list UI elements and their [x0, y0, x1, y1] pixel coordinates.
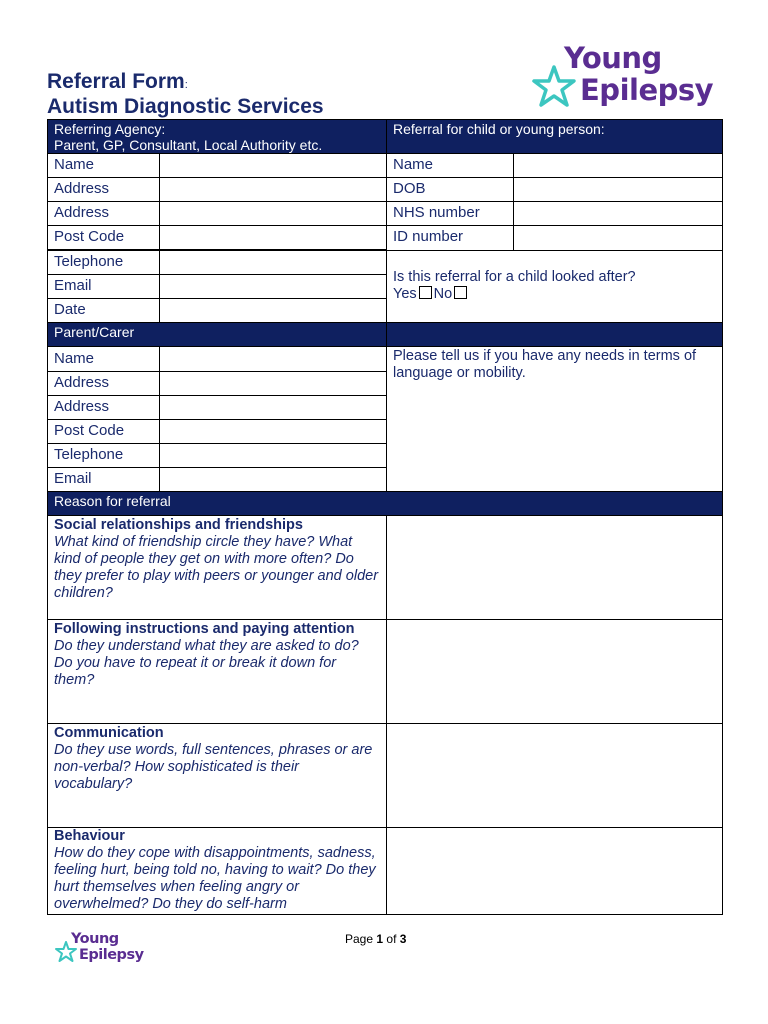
- reason-answer-field[interactable]: [386, 827, 723, 915]
- parent-email-label: [47, 467, 160, 492]
- logo-text-epilepsy: Epilepsy: [580, 73, 714, 107]
- child-nhs-label: [386, 201, 514, 226]
- parent-address-field[interactable]: [159, 371, 387, 396]
- child-name-label: [386, 153, 514, 178]
- title-main: Referral Form: [47, 70, 185, 93]
- looked-after-box: [386, 250, 723, 323]
- referrer-name-field[interactable]: [159, 153, 387, 178]
- parent-postcode-label: [47, 419, 160, 444]
- parent-address2-label: [47, 395, 160, 420]
- label-text: Email: [54, 277, 92, 294]
- referrer-email-label: [47, 274, 160, 299]
- needs-question: Please tell us if you have any needs in terms of language or mobility.: [393, 348, 697, 381]
- label-text: ID number: [393, 228, 464, 245]
- parent-name-label: [47, 346, 160, 372]
- young-epilepsy-logo: [530, 42, 720, 114]
- label-text: DOB: [393, 180, 426, 197]
- referrer-address-label: [47, 177, 160, 202]
- child-id-label: [386, 225, 514, 251]
- label-text: Telephone: [54, 446, 124, 463]
- referrer-email-field[interactable]: [159, 274, 387, 299]
- reason-item: [47, 723, 387, 828]
- reason-text: [48, 620, 386, 693]
- footer-logo-epilepsy: Epilepsy: [79, 947, 144, 963]
- parent-address-label: [47, 371, 160, 396]
- label-text: Address: [54, 204, 110, 221]
- title-colon: :: [184, 79, 188, 91]
- parent-name-field[interactable]: [159, 346, 387, 372]
- label-text: Post Code: [54, 228, 125, 245]
- needs-box[interactable]: [386, 346, 723, 492]
- parent-address2-field[interactable]: [159, 395, 387, 420]
- reason-header: [47, 491, 723, 516]
- reason-item-title: Social relationships and friendships: [54, 517, 303, 533]
- label-text: Name: [393, 156, 434, 173]
- page-title: [47, 70, 188, 97]
- looked-after-options: [387, 286, 722, 307]
- parent-telephone-field[interactable]: [159, 443, 387, 468]
- referring-agency-subtitle: Parent, GP, Consultant, Local Authority etc.: [54, 137, 323, 153]
- reason-text: [48, 516, 386, 606]
- reason-item-title: Behaviour: [54, 828, 125, 844]
- referrer-address2-label: [47, 201, 160, 226]
- page-current: 1: [376, 932, 384, 946]
- referrer-address-field[interactable]: [159, 177, 387, 202]
- reason-item-title: Following instructions and paying attention: [54, 621, 355, 637]
- reason-answer-field[interactable]: [386, 723, 723, 828]
- reason-item-title: Communication: [54, 725, 164, 741]
- footer-logo: [54, 930, 154, 966]
- referring-agency-title: Referring Agency:: [54, 121, 166, 137]
- parent-carer-title: Parent/Carer: [54, 324, 135, 340]
- parent-carer-header-right: [386, 322, 723, 347]
- label-text: Date: [54, 301, 86, 318]
- child-nhs-field[interactable]: [513, 201, 723, 226]
- label-text: Address: [54, 180, 110, 197]
- label-text: Address: [54, 398, 110, 415]
- child-name-field[interactable]: [513, 153, 723, 178]
- no-label: No: [433, 286, 453, 302]
- referrer-postcode-field[interactable]: [159, 225, 387, 250]
- yes-checkbox[interactable]: [419, 286, 432, 299]
- referrer-address2-field[interactable]: [159, 201, 387, 226]
- reason-answer-field[interactable]: [386, 619, 723, 724]
- reason-text: [48, 724, 386, 797]
- footer-logo-young: Young: [71, 931, 119, 947]
- referrer-name-label: [47, 153, 160, 178]
- reason-item-body: What kind of friendship circle they have? What kind of people they get on with more often? Do they prefer to play with peers or younger and older children?: [54, 534, 379, 601]
- label-text: Email: [54, 470, 92, 487]
- reason-item-body: Do they use words, full sentences, phrases or are non-verbal? How sophisticated is their vocabulary?: [54, 742, 373, 792]
- child-referral-header: [386, 119, 723, 154]
- page-of: of: [386, 932, 397, 946]
- parent-telephone-label: [47, 443, 160, 468]
- label-text: NHS number: [393, 204, 480, 221]
- parent-email-field[interactable]: [159, 467, 387, 492]
- child-dob-field[interactable]: [513, 177, 723, 202]
- child-id-field[interactable]: [513, 225, 723, 251]
- parent-postcode-field[interactable]: [159, 419, 387, 444]
- child-dob-label: [386, 177, 514, 202]
- page-word: Page: [345, 932, 374, 946]
- reason-title: Reason for referral: [54, 493, 171, 509]
- parent-carer-header: [47, 322, 387, 347]
- referrer-postcode-label: [47, 225, 160, 250]
- reason-answer-field[interactable]: [386, 515, 723, 620]
- reason-item-body: How do they cope with disappointments, sadness, feeling hurt, being told no, having to wait? Do they hurt themselves when feeling angry or overwhelmed? Do they do self-harm: [54, 845, 376, 912]
- page-total: 3: [399, 932, 407, 946]
- label-text: Address: [54, 374, 110, 391]
- label-text: Telephone: [54, 253, 124, 270]
- label-text: Name: [54, 156, 95, 173]
- referrer-telephone-field[interactable]: [159, 250, 387, 275]
- referrer-date-label: [47, 298, 160, 323]
- referring-agency-header: [47, 119, 387, 154]
- page-subtitle: Autism Diagnostic Services: [47, 95, 324, 118]
- child-referral-title: Referral for child or young person:: [393, 121, 605, 137]
- label-text: Post Code: [54, 422, 125, 439]
- label-text: Name: [54, 350, 95, 367]
- reason-item: [47, 827, 387, 915]
- page-number: [345, 932, 406, 946]
- referrer-telephone-label: [47, 250, 160, 275]
- reason-text: [48, 828, 386, 917]
- reason-item: [47, 515, 387, 620]
- yes-label: Yes: [393, 286, 417, 302]
- reason-item: [47, 619, 387, 724]
- looked-after-question: Is this referral for a child looked after?: [393, 269, 636, 285]
- no-checkbox[interactable]: [454, 286, 467, 299]
- reason-item-body: Do they understand what they are asked to do? Do you have to repeat it or break it down for them?: [54, 638, 359, 688]
- referrer-date-field[interactable]: [159, 298, 387, 323]
- logo-text-young: Young: [564, 41, 662, 75]
